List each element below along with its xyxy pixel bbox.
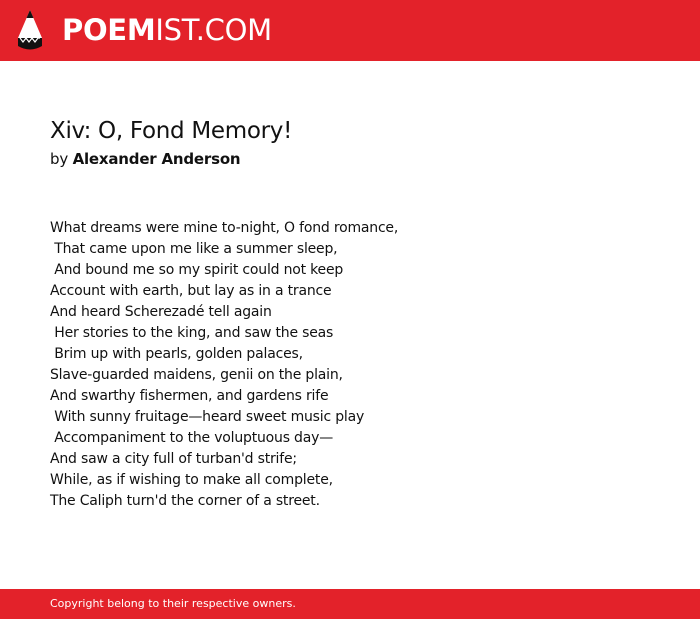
author-name: Alexander Anderson bbox=[72, 150, 241, 168]
poem-byline bbox=[50, 149, 240, 169]
pencil-logo-icon[interactable] bbox=[17, 9, 43, 51]
poem-line: With sunny fruitage—heard sweet music play bbox=[50, 409, 365, 425]
poem-line: What dreams were mine to-night, O fond romance, bbox=[50, 220, 399, 236]
logo-light-text: IST.COM bbox=[155, 13, 272, 47]
site-logo[interactable] bbox=[62, 12, 272, 48]
site-header bbox=[0, 0, 700, 61]
poem-line: And heard Scherezadé tell again bbox=[50, 304, 272, 320]
poem-line: And saw a city full of turban'd strife; bbox=[50, 451, 297, 467]
poem-line: Brim up with pearls, golden palaces, bbox=[50, 346, 303, 362]
poem-line: And bound me so my spirit could not keep bbox=[50, 262, 344, 278]
poem-line: Accompaniment to the voluptuous day— bbox=[50, 430, 333, 446]
poem-line: That came upon me like a summer sleep, bbox=[50, 241, 338, 257]
poem-line: Her stories to the king, and saw the seas bbox=[50, 325, 334, 341]
site-footer bbox=[0, 589, 700, 619]
poem-line: And swarthy fishermen, and gardens rife bbox=[50, 388, 329, 404]
logo-bold-text: POEM bbox=[62, 13, 156, 47]
poem-line: Slave-guarded maidens, genii on the plain, bbox=[50, 367, 343, 383]
poem-title: Xiv: O, Fond Memory! bbox=[50, 118, 293, 144]
copyright-text: Copyright belong to their respective owners. bbox=[50, 597, 296, 610]
poem-line: While, as if wishing to make all complete, bbox=[50, 472, 333, 488]
poem-body bbox=[50, 218, 650, 512]
poem-line: Account with earth, but lay as in a trance bbox=[50, 283, 332, 299]
poem-line: The Caliph turn'd the corner of a street. bbox=[50, 493, 320, 509]
by-label: by bbox=[50, 150, 68, 168]
